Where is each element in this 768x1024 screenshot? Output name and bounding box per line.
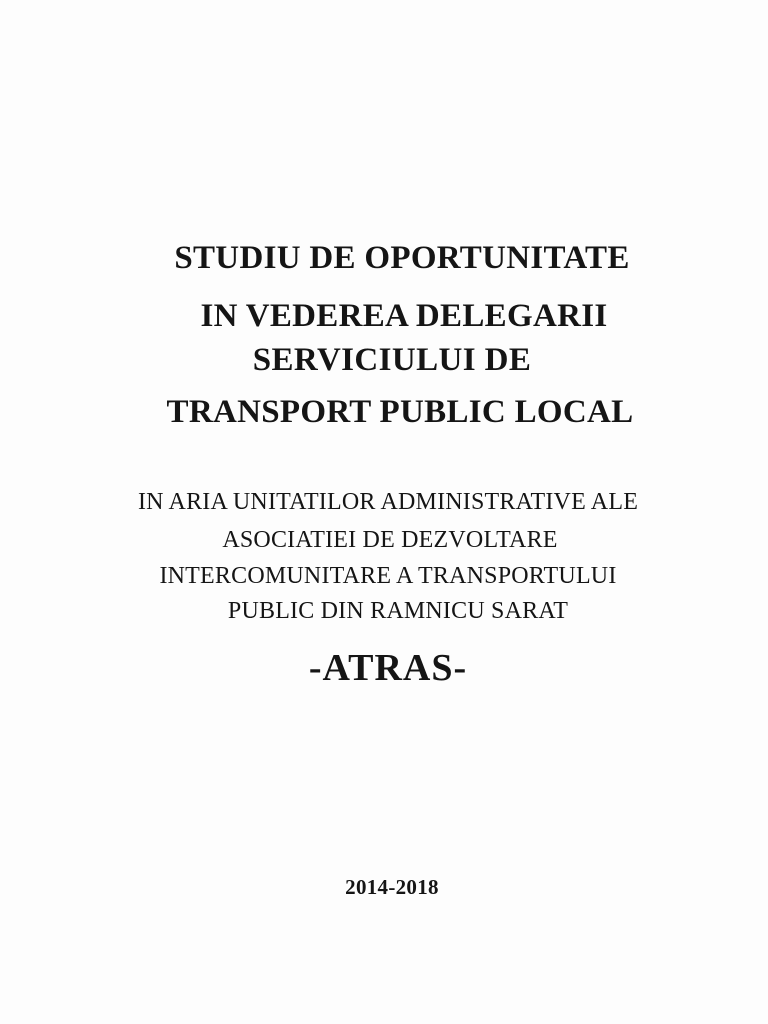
title-line-1: STUDIU DE OPORTUNITATE: [174, 240, 630, 276]
title-line-3: SERVICIULUI DE: [252, 342, 532, 378]
title-line-2: IN VEDEREA DELEGARII: [200, 298, 608, 334]
subtitle-line-1: IN ARIA UNITATILOR ADMINISTRATIVE ALE: [137, 489, 639, 515]
subtitle-line-2: ASOCIATIEI DE DEZVOLTARE: [222, 527, 558, 553]
title-line-4: TRANSPORT PUBLIC LOCAL: [166, 394, 634, 430]
subtitle-line-3: INTERCOMUNITARE A TRANSPORTULUI: [159, 563, 617, 589]
acronym: -ATRAS-: [308, 647, 468, 689]
period: 2014-2018: [345, 875, 439, 899]
subtitle-line-4: PUBLIC DIN RAMNICU SARAT: [227, 598, 569, 624]
